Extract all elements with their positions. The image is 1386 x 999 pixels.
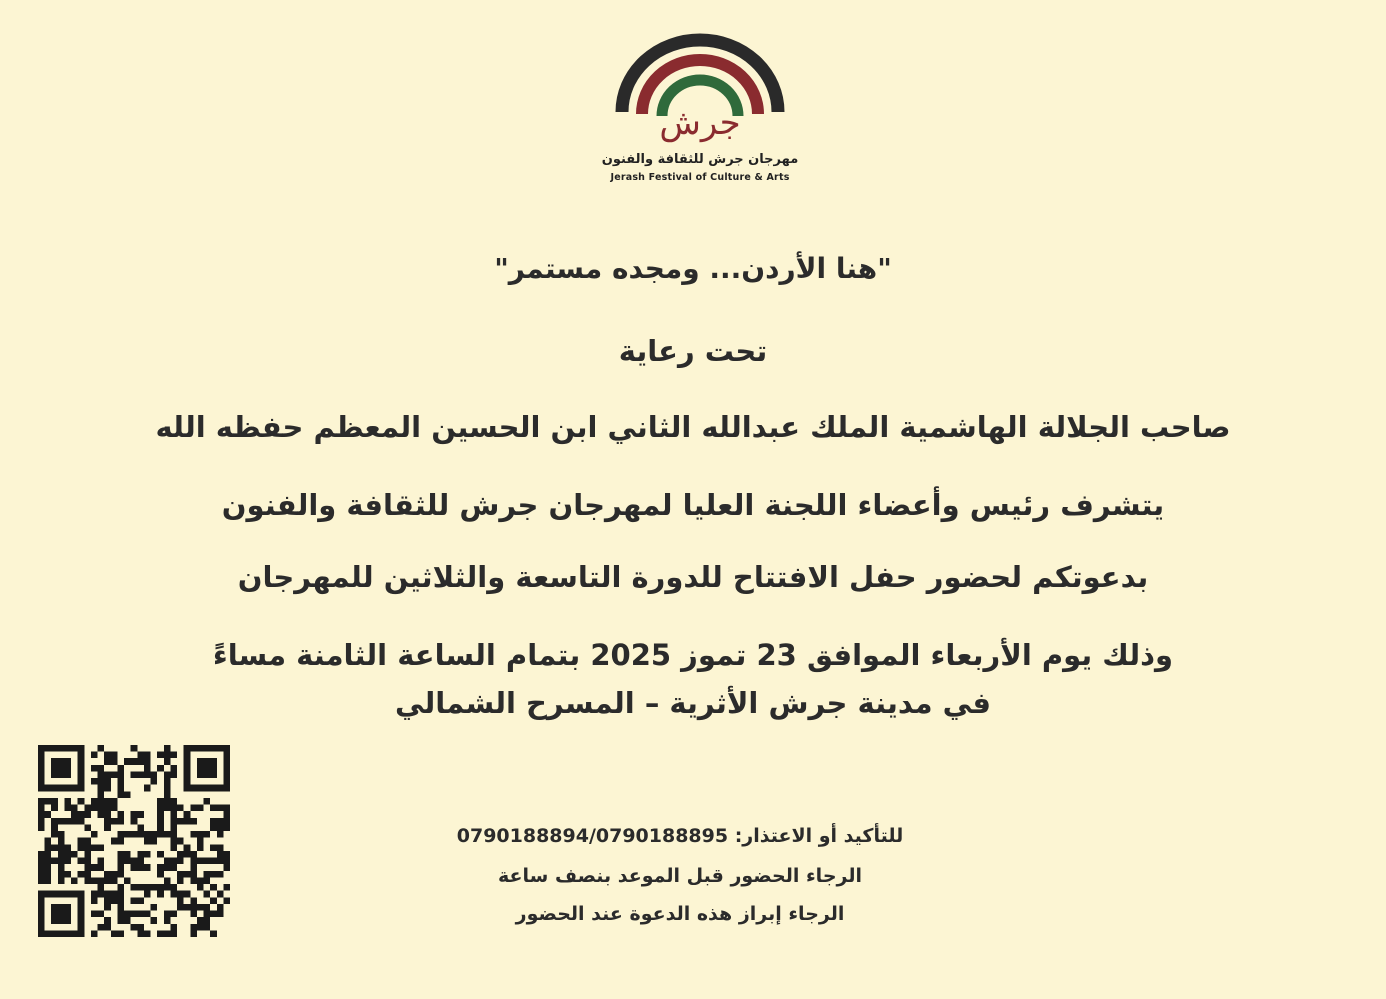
logo-english-name: Jerash Festival of Culture & Arts	[610, 172, 790, 183]
patronage-heading: تحت رعاية	[618, 334, 768, 368]
venue-line: في مدينة جرش الأثرية – المسرح الشمالي	[395, 686, 991, 720]
show-invitation-note: الرجاء إبراز هذه الدعوة عند الحضور	[515, 903, 845, 925]
arrive-early-note: الرجاء الحضور قبل الموعد بنصف ساعة	[498, 865, 862, 887]
rsvp-line: للتأكيد أو الاعتذار: 0790188894/0790188895	[456, 825, 904, 847]
qr-code[interactable]	[38, 745, 230, 937]
arch-logo-icon	[600, 22, 800, 152]
host-line: يتشرف رئيس وأعضاء اللجنة العليا لمهرجان جرش للثقافة والفنون	[221, 488, 1165, 522]
festival-logo	[600, 22, 800, 192]
slogan: "هنا الأردن... ومجده مستمر"	[494, 252, 892, 285]
logo-arabic-name: مهرجان جرش للثقافة والفنون	[601, 152, 799, 167]
invite-line: بدعوتكم لحضور حفل الافتتاح للدورة التاسعة والثلاثين للمهرجان	[237, 560, 1149, 594]
patron-line: صاحب الجلالة الهاشمية الملك عبدالله الثاني ابن الحسين المعظم حفظه الله	[155, 410, 1231, 444]
date-time-line: وذلك يوم الأربعاء الموافق 23 تموز 2025 بتمام الساعة الثامنة مساءً	[212, 638, 1174, 672]
qr-modules	[38, 745, 230, 937]
logo-calligraphy: جرش	[659, 103, 741, 143]
